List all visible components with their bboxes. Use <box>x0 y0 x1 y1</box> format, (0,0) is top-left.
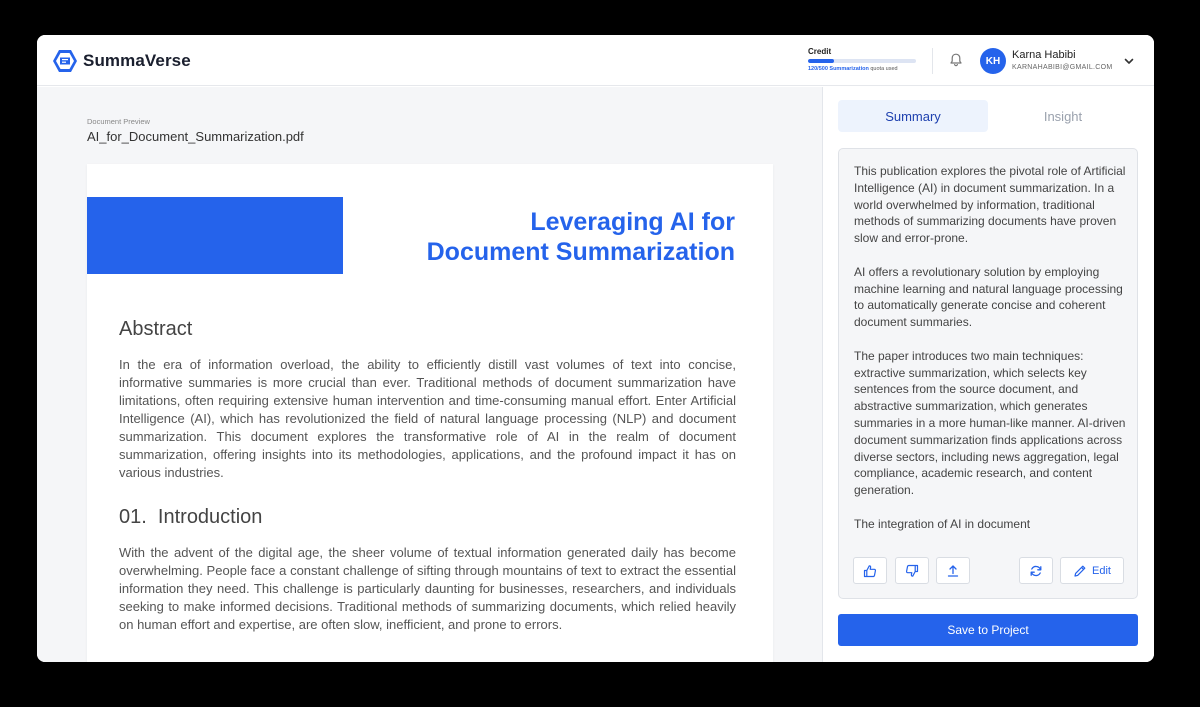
document-title-line-2: Document Summarization <box>426 238 735 266</box>
chevron-down-icon[interactable] <box>1123 55 1135 67</box>
credit-meter <box>808 47 916 72</box>
share-button[interactable] <box>936 557 970 584</box>
credit-title: Credit <box>808 47 832 56</box>
summary-paragraph: AI offers a revolutionary solution by employing machine learning and natural language processing to automatically generate concise and coherent document summaries. <box>854 264 1123 330</box>
summary-card <box>838 148 1138 599</box>
header-divider <box>932 48 933 74</box>
thumbs-down-icon <box>905 564 919 578</box>
dislike-button[interactable] <box>895 557 929 584</box>
edit-label: Edit <box>1092 564 1111 577</box>
document-preview-area <box>37 87 822 662</box>
tab-insight[interactable]: Insight <box>1043 108 1083 124</box>
document-title-line-1: Leveraging AI for <box>530 208 735 236</box>
summary-paragraph: The paper introduces two main techniques: extractive summarization, which selects key sentences from the source document, and abstractive summarization, which generates summaries in a more human-like manner. AI-driven document summarization finds applications across diverse sectors, including news aggregation, legal compliance, academic research, and content generation. <box>854 348 1126 498</box>
tab-summary[interactable]: Summary <box>838 100 988 132</box>
like-button[interactable] <box>853 557 887 584</box>
summary-paragraph: This publication explores the pivotal role of Artificial Intelligence (AI) in document summarization. In a world overwhelmed by information, traditional methods of summarizing documents have proven slow and error-prone. <box>854 164 1126 246</box>
summary-paragraph: The integration of AI in document <box>854 516 1031 531</box>
top-header <box>37 35 1154 86</box>
credit-suffix: quota used <box>870 66 898 72</box>
credit-progress-bar <box>808 59 916 63</box>
introduction-paragraph: With the advent of the digital age, the sheer volume of textual information generated daily has become overwhelming. People face a constant challenge of sifting through mountains of text to extract the essential information they need. This challenge is particularly daunting for businesses, researchers, and individuals seeking to make informed decisions. Traditional methods of summarizing documents, which relied heavily on human effort and expertise, are often slow, inefficient, and prone to errors. <box>119 545 736 632</box>
app-window <box>37 35 1154 662</box>
abstract-paragraph: In the era of information overload, the ability to efficiently distill vast volumes of text into concise, informative summaries is more crucial than ever. Traditional methods of document summarization have limitations, often requiring extensive human intervention and time-consuming manual effort. Enter Artificial Intelligence (AI), which has revolutionized the field of natural language processing (NLP) and document summarization. This document explores the transformative role of AI in the realm of document summarization, offering insights into its methodologies, applications, and the profound impact it has on various industries. <box>119 357 736 480</box>
summary-text[interactable] <box>854 163 1126 539</box>
pencil-icon <box>1073 564 1087 578</box>
user-email: KARNAHABIBI@GMAIL.COM <box>1012 64 1113 71</box>
cover-accent-block <box>87 197 343 274</box>
document-page[interactable] <box>87 164 773 662</box>
regenerate-button[interactable] <box>1019 557 1053 584</box>
document-file-name: AI_for_Document_Summarization.pdf <box>87 129 304 144</box>
app-name: SummaVerse <box>83 51 191 70</box>
upload-icon <box>946 564 960 578</box>
credit-used-text: 120/500 Summarization <box>808 66 869 72</box>
credit-usage-text <box>808 66 916 72</box>
document-preview-label: Document Preview <box>87 117 150 126</box>
avatar[interactable]: KH <box>980 48 1006 74</box>
save-to-project-button[interactable]: Save to Project <box>838 614 1138 646</box>
logo-icon <box>52 48 78 74</box>
thumbs-up-icon <box>863 564 877 578</box>
bell-icon[interactable] <box>948 52 964 68</box>
credit-progress-fill <box>808 59 834 63</box>
app-logo[interactable] <box>52 48 191 74</box>
abstract-heading: Abstract <box>119 318 193 340</box>
document-title <box>427 207 735 267</box>
edit-button[interactable] <box>1060 557 1124 584</box>
user-name: Karna Habibi <box>1012 49 1076 61</box>
summary-panel <box>823 87 1154 662</box>
refresh-icon <box>1029 564 1043 578</box>
introduction-heading: 01. Introduction <box>119 506 263 528</box>
